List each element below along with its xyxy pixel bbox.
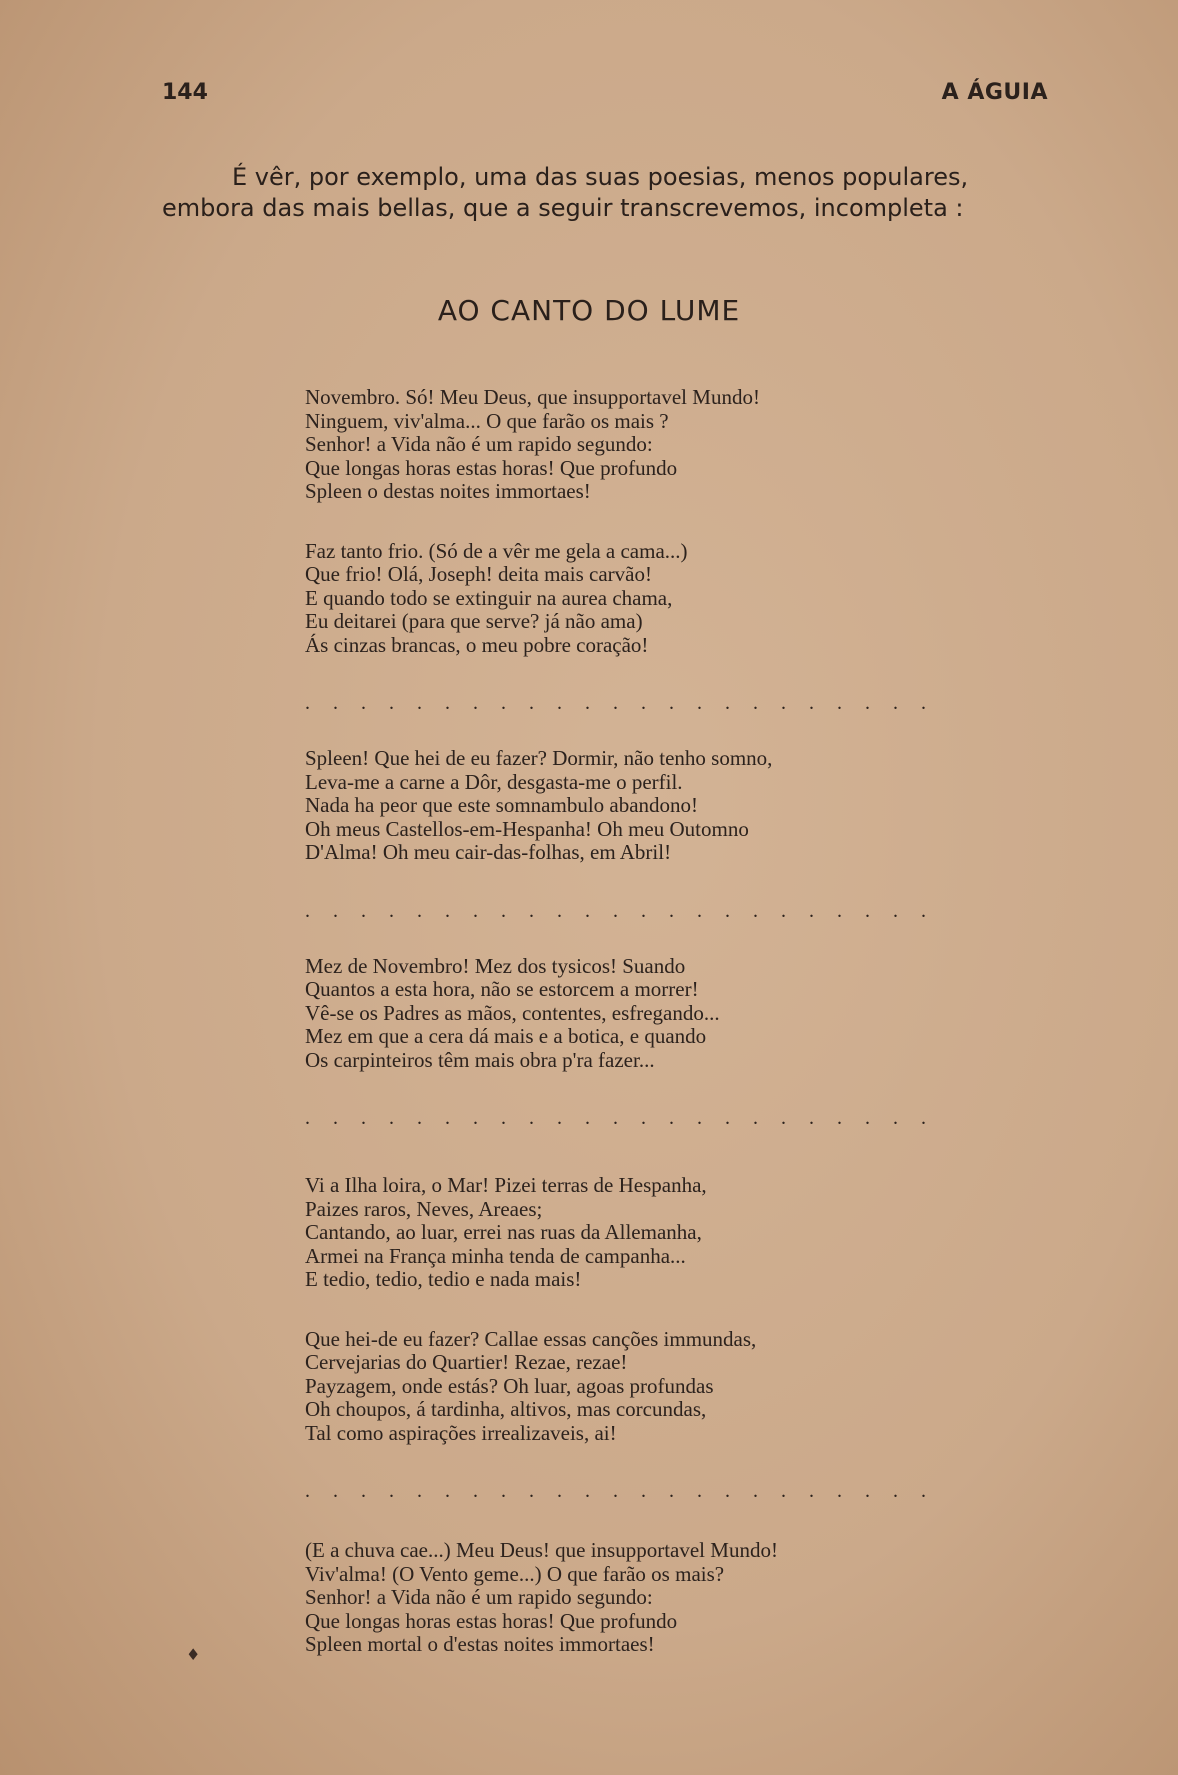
stanza-4 [305,955,945,1073]
verse: Que longas horas estas horas! Que profundo [305,1608,678,1633]
verse: Vê-se os Padres as mãos, contentes, esfregando... [305,1000,720,1025]
stanza-gap [305,1138,945,1174]
verse: Ninguem, viv'alma... O que farão os mais ? [305,408,669,433]
ellipsis-row: . . . . . . . . . . . . . . . . . . . . . . . [305,692,935,714]
stanza-1 [305,386,945,504]
stanza-6 [305,1328,945,1446]
verse: Armei na França minha tenda de campanha... [305,1243,686,1268]
page-number: 144 [162,80,208,105]
verse: Eu deitarei (para que serve? já não ama) [305,609,643,633]
poem-body [305,386,945,1657]
verse: Senhor! a Vida não é um rapido segundo: [305,1585,653,1609]
stanza-gap [305,723,945,747]
ellipsis-row: . . . . . . . . . . . . . . . . . . . . . . . [305,899,935,922]
stanza-gap [305,504,945,540]
stanza-3 [305,747,945,865]
verse: D'Alma! Oh meu cair-das-folhas, em Abril! [305,840,672,864]
verse: Que longas horas estas horas! Que profundo [305,455,678,480]
verse: Senhor! a Vida não é um rapido segundo: [305,432,653,456]
verse: Tal como aspirações irrealizaveis, ai! [305,1420,617,1445]
verse: Quantos a esta hora, não se estorcem a morrer! [305,977,699,1001]
verse: Mez em que a cera dá mais e a botica, e quando [305,1024,707,1048]
verse: Ás cinzas brancas, o meu pobre coração! [305,632,649,657]
ellipsis-row: . . . . . . . . . . . . . . . . . . . . . . . [305,1107,935,1129]
verse: Leva-me a carne a Dôr, desgasta-me o perfil. [305,769,683,794]
page-header [162,80,1048,110]
verse: Oh meus Castellos-em-Hespanha! Oh meu Outomno [305,816,749,841]
poem-title: AO CANTO DO LUME [437,294,741,327]
verse: Os carpinteiros têm mais obra p'ra fazer... [305,1047,655,1072]
stanza-7 [305,1539,945,1657]
verse: Spleen o destas noites immortaes! [305,479,591,503]
verse: Spleen mortal o d'estas noites immortaes! [305,1632,655,1656]
stanza-5 [305,1174,945,1292]
verse: Cantando, ao luar, errei nas ruas da Allemanha, [305,1220,702,1244]
verse: E tedio, tedio, tedio e nada mais! [305,1267,582,1291]
verse: Cervejarias do Quartier! Rezae, rezae! [305,1350,628,1374]
intro-paragraph [162,162,1052,224]
verse: Faz tanto frio. (Só de a vêr me gela a cama...) [305,538,688,563]
verse: Vi a Ilha loira, o Mar! Pizei terras de Hespanha, [305,1173,707,1197]
stanza-gap [305,1511,945,1539]
running-title: A ÁGUIA [941,80,1048,105]
verse: Que frio! Olá, Joseph! deita mais carvão! [305,562,652,586]
verse: Novembro. Só! Meu Deus, que insupportavel Mundo! [305,385,760,409]
verse: Que hei-de eu fazer? Callae essas canções immundas, [305,1326,757,1351]
ellipsis-row: . . . . . . . . . . . . . . . . . . . . . . . [305,1480,935,1502]
verse: E quando todo se extinguir na aurea chama, [305,585,673,610]
verse: Oh choupos, á tardinha, altivos, mas corcundas, [305,1397,707,1421]
verse: Spleen! Que hei de eu fazer? Dormir, não tenho somno, [305,746,773,770]
stanza-gap [305,931,945,955]
verse: Viv'alma! (O Vento geme...) O que farão os mais? [305,1561,725,1586]
stanza-gap [305,1292,945,1328]
verse: (E a chuva cae...) Meu Deus! que insupportavel Mundo! [305,1538,778,1562]
stanza-2 [305,540,945,658]
verse: Nada ha peor que este somnambulo abandono! [305,793,699,817]
verse: Mez de Novembro! Mez dos tysicos! Suando [305,953,686,978]
verse: Paizes raros, Neves, Areaes; [305,1196,543,1221]
intro-line: É vêr, por exemplo, uma das suas poesias, menos populares, [232,163,969,191]
bullet-mark-icon: ♦ [186,1645,201,1664]
intro-line: embora das mais bellas, que a seguir transcrevemos, incompleta : [162,194,964,222]
verse: Payzagem, onde estás? Oh luar, agoas profundas [305,1373,714,1398]
